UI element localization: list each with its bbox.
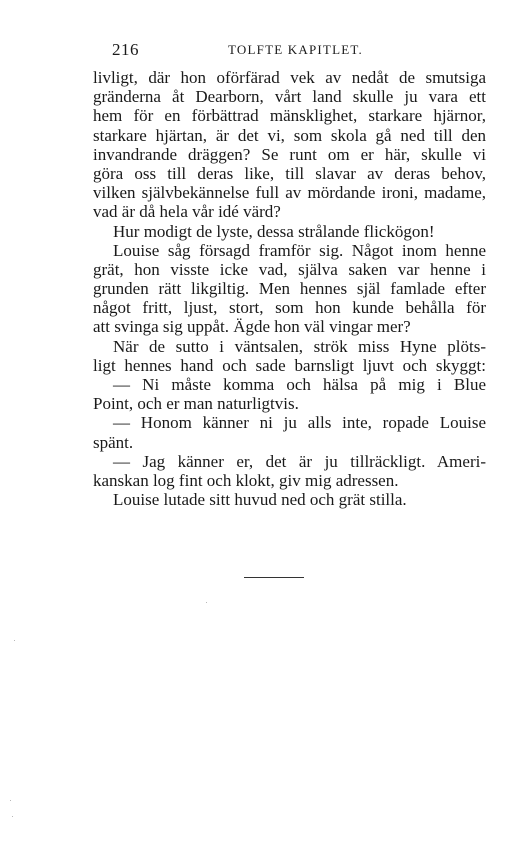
text-line: Hur modigt de lyste, dessa strålande flickögon! bbox=[113, 221, 435, 241]
text-line: att svinga sig uppåt. Ägde hon väl vingar mer? bbox=[93, 317, 411, 337]
text-line: invandrande dräggen? Se runt om er här, skulle vi bbox=[93, 144, 486, 164]
page-number: 216 bbox=[112, 40, 139, 59]
paper-speck bbox=[206, 602, 207, 603]
paper-speck bbox=[14, 640, 15, 641]
text-line: spänt. bbox=[93, 432, 134, 452]
text-line: När de sutto i väntsalen, strök miss Hyne plöts- bbox=[113, 336, 486, 356]
body-text bbox=[93, 68, 486, 509]
text-line: hem för en förbättrad mänsklighet, starkare hjärnor, bbox=[93, 106, 486, 126]
chapter-end-rule bbox=[244, 577, 304, 578]
text-line: kanskan log fint och klokt, giv mig adressen. bbox=[93, 470, 399, 490]
text-line: vilken självbekännelse full av mördande ironi, madame, bbox=[93, 183, 486, 203]
text-line: Louise såg försagd framför sig. Något inom henne bbox=[113, 240, 486, 260]
text-line: ligt hennes hand och sade barnsligt ljuvt och skyggt: bbox=[93, 355, 486, 375]
text-line: livligt, där hon oförfärad vek av nedåt de smutsiga bbox=[93, 68, 486, 87]
text-line: något fritt, ljust, stort, som hon kunde behålla för bbox=[93, 298, 486, 318]
text-line: Louise lutade sitt huvud ned och grät stilla. bbox=[113, 490, 407, 510]
text-line: — Ni måste komma och hälsa på mig i Blue bbox=[113, 375, 486, 394]
text-line: — Jag känner er, det är ju tillräckligt. Ameri- bbox=[113, 451, 486, 471]
paper-speck bbox=[12, 816, 13, 817]
text-line: göra oss till deras like, till slavar av deras behov, bbox=[93, 163, 486, 183]
text-line: gränderna åt Dearborn, vårt land skulle ju vara ett bbox=[93, 87, 486, 107]
text-line: starkare hjärtan, är det vi, som skola gå ned till den bbox=[93, 125, 486, 145]
text-line: grunden rätt likgiltig. Men hennes själ famlade efter bbox=[93, 279, 486, 299]
text-line: Point, och er man naturligtvis. bbox=[93, 394, 299, 414]
text-line: vad är då hela vår idé värd? bbox=[93, 202, 281, 222]
running-head: TOLFTE KAPITLET. bbox=[228, 42, 363, 57]
text-line: grät, hon visste icke vad, själva saken var henne i bbox=[93, 259, 486, 279]
text-line: — Honom känner ni ju alls inte, ropade Louise bbox=[113, 413, 486, 433]
paper-speck bbox=[10, 800, 11, 801]
